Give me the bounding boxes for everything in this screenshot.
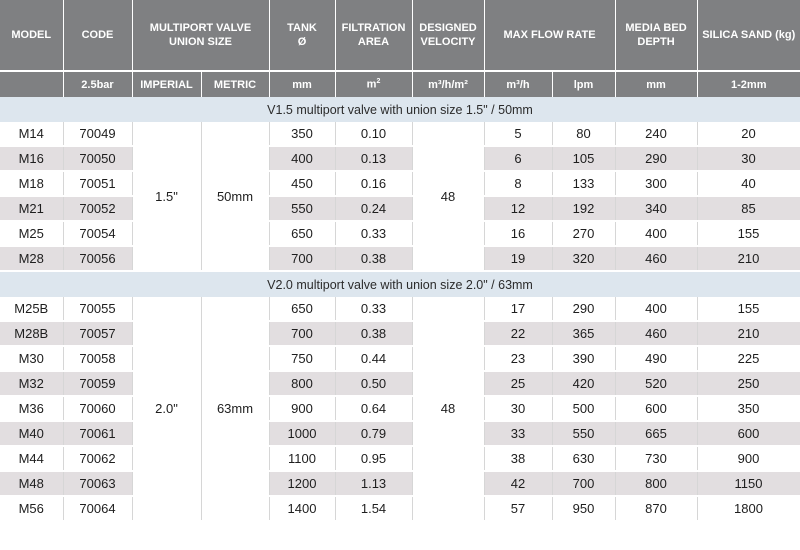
cell-area: 0.64	[335, 396, 412, 421]
unit-velocity: m³/h/m²	[412, 71, 484, 97]
section-header-row	[0, 271, 800, 297]
cell-area: 0.24	[335, 196, 412, 221]
header-code: CODE	[63, 0, 132, 71]
cell-code: 70051	[63, 171, 132, 196]
header-max-flow: MAX FLOW RATE	[484, 0, 615, 71]
cell-tank: 1200	[269, 471, 335, 496]
cell-velocity: 48	[412, 297, 484, 521]
cell-silica: 250	[697, 371, 800, 396]
cell-media: 665	[615, 421, 697, 446]
header-tank	[269, 0, 335, 71]
cell-code: 70060	[63, 396, 132, 421]
table-row	[0, 246, 800, 271]
cell-flow-m3h: 30	[484, 396, 552, 421]
cell-media: 240	[615, 122, 697, 146]
unit-flow-lpm: lpm	[552, 71, 615, 97]
cell-media: 290	[615, 146, 697, 171]
table-row	[0, 371, 800, 396]
cell-silica: 350	[697, 396, 800, 421]
cell-code: 70055	[63, 297, 132, 321]
cell-flow-lpm: 192	[552, 196, 615, 221]
table-row	[0, 496, 800, 521]
cell-area: 1.54	[335, 496, 412, 521]
cell-tank: 400	[269, 146, 335, 171]
table-row	[0, 196, 800, 221]
cell-media: 490	[615, 346, 697, 371]
cell-code: 70056	[63, 246, 132, 271]
cell-flow-lpm: 700	[552, 471, 615, 496]
cell-silica: 40	[697, 171, 800, 196]
cell-flow-lpm: 630	[552, 446, 615, 471]
table-row	[0, 146, 800, 171]
cell-flow-m3h: 22	[484, 321, 552, 346]
table-row	[0, 471, 800, 496]
cell-tank: 350	[269, 122, 335, 146]
table-row	[0, 321, 800, 346]
cell-silica: 155	[697, 221, 800, 246]
cell-media: 520	[615, 371, 697, 396]
cell-flow-m3h: 8	[484, 171, 552, 196]
cell-media: 400	[615, 221, 697, 246]
cell-tank: 1000	[269, 421, 335, 446]
cell-flow-m3h: 23	[484, 346, 552, 371]
cell-flow-lpm: 133	[552, 171, 615, 196]
cell-tank: 1400	[269, 496, 335, 521]
cell-area: 0.79	[335, 421, 412, 446]
cell-flow-m3h: 57	[484, 496, 552, 521]
unit-code: 2.5bar	[63, 71, 132, 97]
cell-tank: 750	[269, 346, 335, 371]
table-row	[0, 122, 800, 146]
table-row	[0, 346, 800, 371]
cell-area: 0.16	[335, 171, 412, 196]
cell-tank: 700	[269, 246, 335, 271]
cell-silica: 1800	[697, 496, 800, 521]
unit-model-blank	[0, 71, 63, 97]
cell-silica: 225	[697, 346, 800, 371]
table-row	[0, 221, 800, 246]
cell-silica: 85	[697, 196, 800, 221]
cell-code: 70050	[63, 146, 132, 171]
table-row	[0, 446, 800, 471]
cell-model: M56	[0, 496, 63, 521]
cell-area: 0.33	[335, 297, 412, 321]
cell-flow-m3h: 6	[484, 146, 552, 171]
cell-code: 70061	[63, 421, 132, 446]
cell-code: 70049	[63, 122, 132, 146]
unit-media: mm	[615, 71, 697, 97]
cell-velocity: 48	[412, 122, 484, 271]
cell-tank: 1100	[269, 446, 335, 471]
cell-model: M28B	[0, 321, 63, 346]
cell-metric: 63mm	[201, 297, 269, 521]
cell-flow-lpm: 420	[552, 371, 615, 396]
cell-code: 70058	[63, 346, 132, 371]
table-row	[0, 421, 800, 446]
cell-flow-m3h: 38	[484, 446, 552, 471]
cell-silica: 600	[697, 421, 800, 446]
unit-tank: mm	[269, 71, 335, 97]
cell-area: 0.13	[335, 146, 412, 171]
cell-model: M21	[0, 196, 63, 221]
cell-code: 70052	[63, 196, 132, 221]
cell-silica: 210	[697, 321, 800, 346]
cell-imperial: 2.0"	[132, 297, 201, 521]
cell-model: M48	[0, 471, 63, 496]
cell-silica: 30	[697, 146, 800, 171]
table-row	[0, 297, 800, 321]
cell-flow-m3h: 33	[484, 421, 552, 446]
cell-flow-lpm: 270	[552, 221, 615, 246]
cell-silica: 20	[697, 122, 800, 146]
unit-area-base: m	[366, 78, 377, 91]
unit-imperial: IMPERIAL	[132, 71, 201, 97]
cell-imperial: 1.5"	[132, 122, 201, 271]
cell-silica: 155	[697, 297, 800, 321]
cell-model: M36	[0, 396, 63, 421]
section-title: V2.0 multiport valve with union size 2.0" / 63mm	[0, 271, 800, 297]
cell-silica: 900	[697, 446, 800, 471]
cell-model: M28	[0, 246, 63, 271]
cell-tank: 450	[269, 171, 335, 196]
header-tank-symbol: Ø	[297, 36, 307, 48]
cell-tank: 650	[269, 221, 335, 246]
cell-flow-lpm: 320	[552, 246, 615, 271]
cell-code: 70063	[63, 471, 132, 496]
cell-media: 600	[615, 396, 697, 421]
cell-flow-m3h: 19	[484, 246, 552, 271]
cell-flow-m3h: 5	[484, 122, 552, 146]
cell-media: 300	[615, 171, 697, 196]
cell-model: M25B	[0, 297, 63, 321]
section-header-row	[0, 97, 800, 122]
header-row	[0, 0, 800, 71]
cell-area: 0.50	[335, 371, 412, 396]
cell-tank: 800	[269, 371, 335, 396]
cell-code: 70064	[63, 496, 132, 521]
unit-area-exp: 2	[376, 78, 381, 86]
unit-silica: 1-2mm	[697, 71, 800, 97]
cell-media: 730	[615, 446, 697, 471]
cell-area: 0.38	[335, 321, 412, 346]
cell-model: M32	[0, 371, 63, 396]
cell-tank: 700	[269, 321, 335, 346]
cell-flow-lpm: 290	[552, 297, 615, 321]
cell-media: 800	[615, 471, 697, 496]
header-model: MODEL	[0, 0, 63, 71]
cell-flow-lpm: 80	[552, 122, 615, 146]
cell-flow-m3h: 16	[484, 221, 552, 246]
cell-area: 0.95	[335, 446, 412, 471]
cell-media: 400	[615, 297, 697, 321]
cell-flow-lpm: 365	[552, 321, 615, 346]
cell-model: M16	[0, 146, 63, 171]
cell-code: 70059	[63, 371, 132, 396]
header-silica: SILICA SAND (kg)	[697, 0, 800, 71]
unit-area	[335, 71, 412, 97]
cell-model: M25	[0, 221, 63, 246]
header-media-bed: MEDIA BED DEPTH	[615, 0, 697, 71]
cell-flow-lpm: 390	[552, 346, 615, 371]
header-tank-label: TANK	[287, 22, 317, 34]
cell-flow-m3h: 42	[484, 471, 552, 496]
cell-silica: 1150	[697, 471, 800, 496]
unit-flow-m3h: m³/h	[484, 71, 552, 97]
cell-flow-m3h: 17	[484, 297, 552, 321]
header-velocity: DESIGNED VELOCITY	[412, 0, 484, 71]
cell-area: 0.10	[335, 122, 412, 146]
cell-model: M18	[0, 171, 63, 196]
cell-tank: 550	[269, 196, 335, 221]
cell-media: 460	[615, 321, 697, 346]
cell-media: 870	[615, 496, 697, 521]
cell-media: 460	[615, 246, 697, 271]
cell-flow-lpm: 550	[552, 421, 615, 446]
table-row	[0, 171, 800, 196]
table-row	[0, 396, 800, 421]
cell-model: M30	[0, 346, 63, 371]
cell-area: 0.38	[335, 246, 412, 271]
cell-model: M14	[0, 122, 63, 146]
table-body	[0, 97, 800, 521]
cell-code: 70062	[63, 446, 132, 471]
cell-area: 1.13	[335, 471, 412, 496]
cell-area: 0.44	[335, 346, 412, 371]
cell-flow-lpm: 950	[552, 496, 615, 521]
cell-model: M40	[0, 421, 63, 446]
cell-silica: 210	[697, 246, 800, 271]
cell-tank: 900	[269, 396, 335, 421]
header-multiport: MULTIPORT VALVE UNION SIZE	[132, 0, 269, 71]
cell-area: 0.33	[335, 221, 412, 246]
cell-code: 70054	[63, 221, 132, 246]
cell-code: 70057	[63, 321, 132, 346]
cell-model: M44	[0, 446, 63, 471]
cell-flow-lpm: 105	[552, 146, 615, 171]
unit-row	[0, 71, 800, 97]
cell-flow-lpm: 500	[552, 396, 615, 421]
cell-flow-m3h: 12	[484, 196, 552, 221]
cell-metric: 50mm	[201, 122, 269, 271]
section-title: V1.5 multiport valve with union size 1.5" / 50mm	[0, 97, 800, 122]
unit-metric: METRIC	[201, 71, 269, 97]
cell-flow-m3h: 25	[484, 371, 552, 396]
cell-tank: 650	[269, 297, 335, 321]
cell-media: 340	[615, 196, 697, 221]
header-filtration: FILTRATION AREA	[335, 0, 412, 71]
